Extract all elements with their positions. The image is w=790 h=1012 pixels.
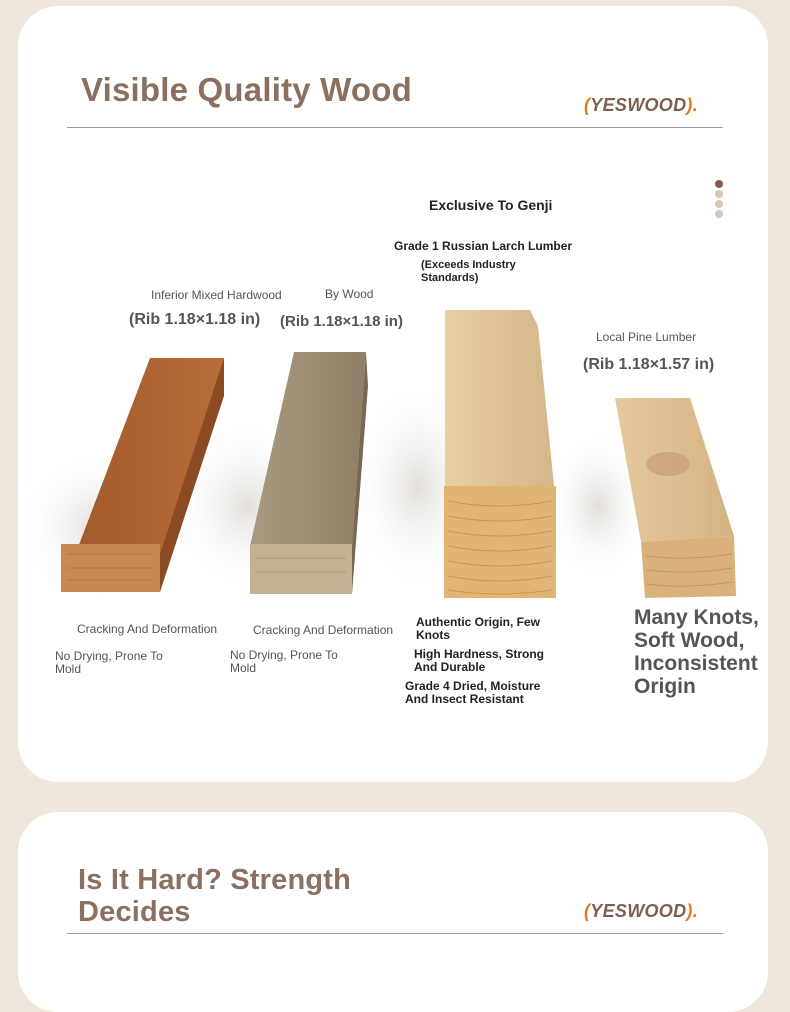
product-note: Cracking And Deformation: [77, 622, 218, 636]
exclusive-label: Exclusive To Genji: [429, 197, 553, 213]
strength-card: [18, 812, 768, 1012]
larch-plank: [444, 310, 556, 598]
product-name: Local Pine Lumber: [596, 330, 697, 344]
product-size: (Rib 1.18×1.18 in): [129, 311, 261, 328]
product-note: No Drying, Prone To Mold: [55, 649, 163, 676]
product-note: Grade 4 Dried, Moisture And Insect Resistant: [405, 679, 541, 706]
section-title: Visible Quality Wood: [81, 71, 413, 108]
comparison-card: [18, 6, 768, 782]
product-name: Grade 1 Russian Larch Lumber: [394, 239, 573, 253]
yeswood-logo: (YESWOOD).: [584, 95, 699, 115]
byproduct-plank: [250, 352, 368, 594]
product-note: Many Knots, Soft Wood, Inconsistent Origin: [634, 606, 759, 698]
product-note: High Hardness, Strong And Durable: [414, 647, 545, 674]
yeswood-logo: (YESWOOD).: [584, 901, 699, 921]
pine-plank: [615, 398, 736, 598]
section-title: Is It Hard? Strength Decides: [78, 864, 352, 928]
product-subtitle: (Exceeds Industry Standards): [421, 259, 516, 284]
product-size: (Rib 1.18×1.18 in): [280, 313, 403, 330]
product-name: Inferior Mixed Hardwood: [151, 288, 282, 302]
product-size: (Rib 1.18×1.57 in): [583, 356, 715, 373]
title-divider: [67, 933, 723, 934]
product-note: Cracking And Deformation: [253, 623, 394, 637]
product-note: No Drying, Prone To Mold: [230, 648, 338, 675]
product-note: Authentic Origin, Few Knots: [416, 615, 541, 642]
product-name: By Wood: [325, 287, 374, 301]
